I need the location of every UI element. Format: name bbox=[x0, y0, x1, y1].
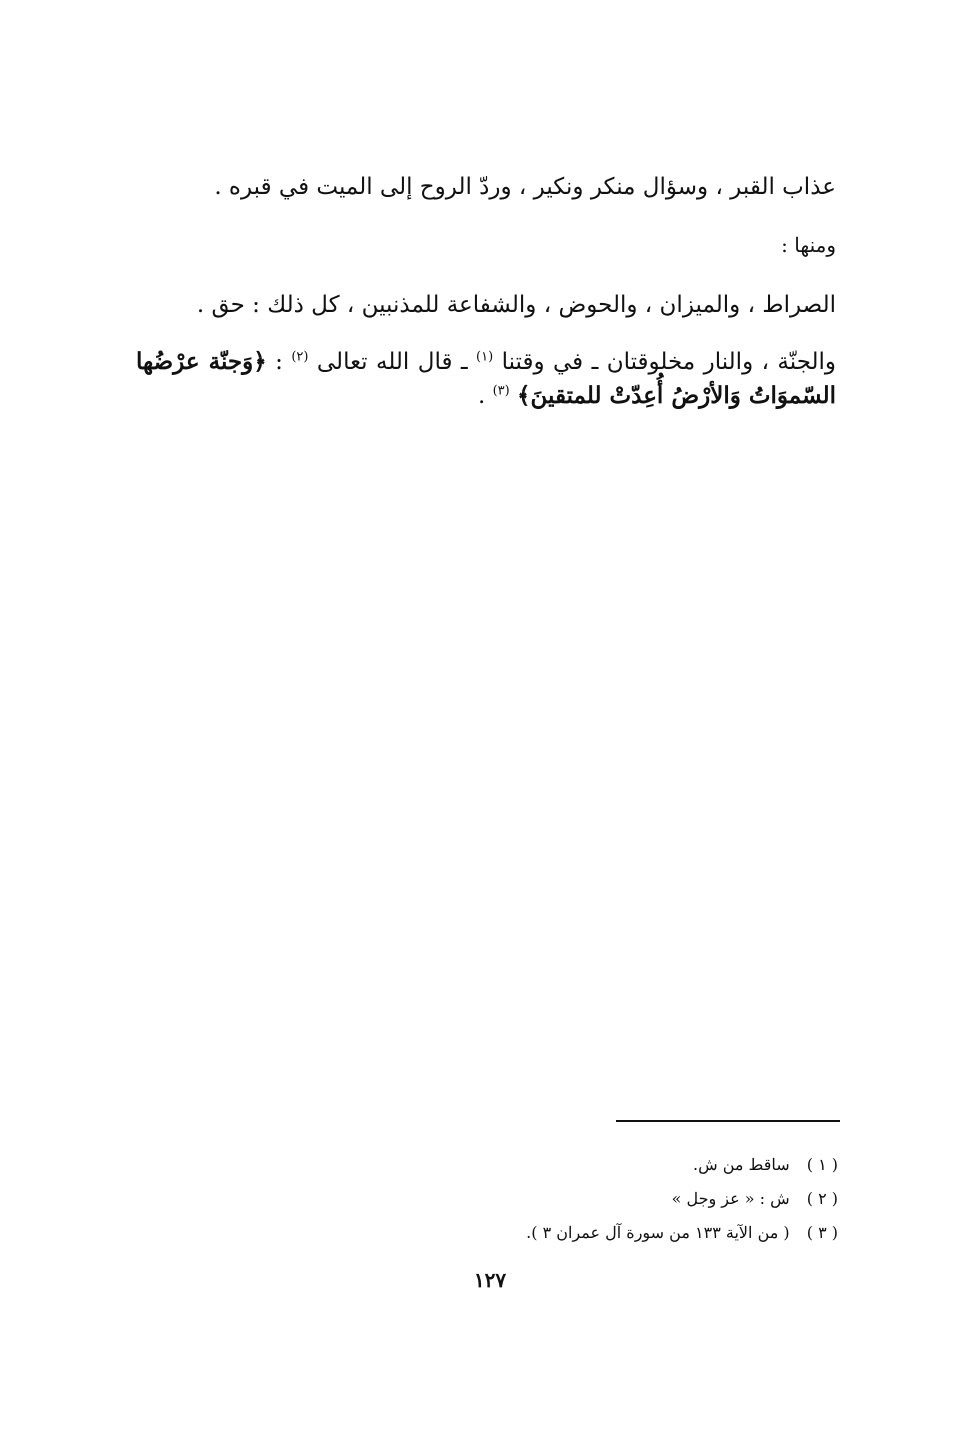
footnote-marker-2[interactable]: (٢) bbox=[291, 349, 309, 365]
footnote-marker-1[interactable]: (١) bbox=[476, 349, 494, 365]
paragraph-text: ـ قال الله تعالى bbox=[316, 349, 468, 375]
paragraph-text: . bbox=[477, 383, 486, 409]
paragraph-among-them bbox=[136, 228, 836, 262]
paragraph-text: عذاب القبر ، وسؤال منكر ونكير ، وردّ الروح إلى الميت في قبره . bbox=[214, 174, 836, 200]
footnote-item bbox=[338, 1148, 838, 1182]
footnote-text: ( من الآية ١٣٣ من سورة آل عمران ٣ ). bbox=[526, 1223, 790, 1242]
footnote-text: ش : « عز وجل » bbox=[671, 1189, 790, 1208]
quran-verse: ﴿وَجنّة عرْضُها السّموَاتُ وَالأرْضُ أُعِدّتْ للمتقينَ﴾ bbox=[136, 348, 836, 409]
paragraph-grave-punishment bbox=[136, 170, 836, 204]
footnote-number: ( ٢ ) bbox=[806, 1189, 838, 1208]
paragraph-paradise-and-fire bbox=[136, 345, 836, 413]
footnote-separator bbox=[616, 1120, 840, 1122]
paragraph-text: ومنها : bbox=[781, 233, 836, 257]
footnote-item bbox=[338, 1216, 838, 1250]
footnote-number: ( ٣ ) bbox=[806, 1223, 838, 1242]
paragraph-text: والجنّة ، والنار مخلوقتان ـ في وقتنا bbox=[501, 349, 837, 375]
footnote-item bbox=[338, 1182, 838, 1216]
paragraph-sirat bbox=[136, 288, 836, 322]
paragraph-text: الصراط ، والميزان ، والحوض ، والشفاعة للمذنبين ، كل ذلك : حق . bbox=[196, 292, 836, 318]
page-number: ١٢٧ bbox=[473, 1268, 507, 1292]
footnotes bbox=[338, 1148, 838, 1250]
footnote-number: ( ١ ) bbox=[806, 1155, 838, 1174]
footnote-text: ساقط من ش. bbox=[693, 1155, 790, 1174]
footnote-marker-3[interactable]: (٣) bbox=[492, 383, 510, 399]
paragraph-text: : bbox=[275, 349, 283, 375]
